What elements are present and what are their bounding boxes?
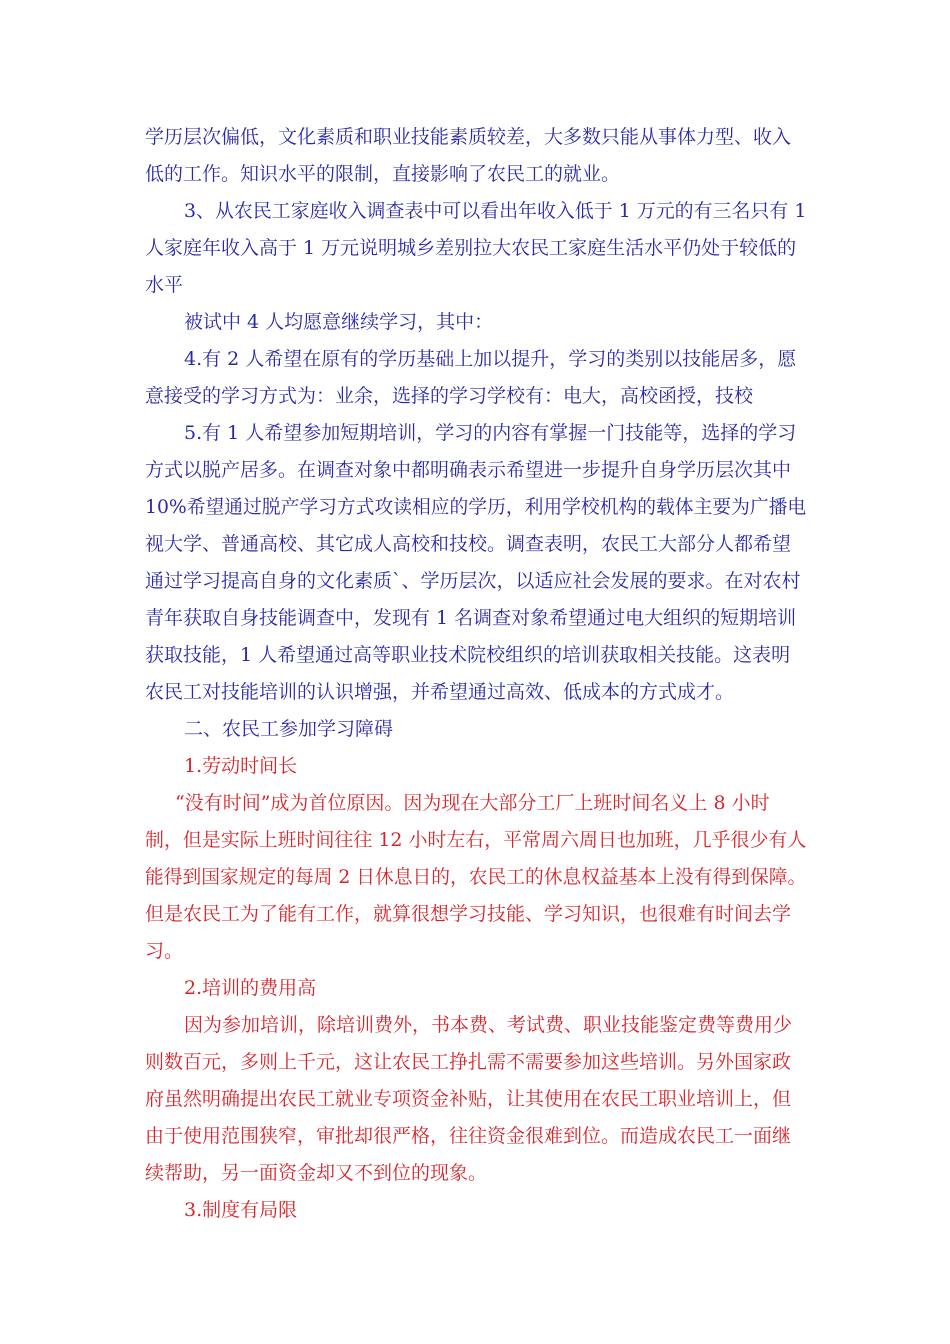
paragraph-line: 能得到国家规定的每周 2 日休息日的，农民工的休息权益基本上没有得到保障。 bbox=[145, 866, 807, 888]
paragraph-line: 视大学、普通高校、其它成人高校和技校。调查表明，农民工大部分人都希望 bbox=[145, 533, 792, 555]
paragraph-line: 人家庭年收入高于 1 万元说明城乡差别拉大农民工家庭生活水平仍处于较低的 bbox=[145, 237, 797, 259]
paragraph-line: 习。 bbox=[145, 940, 184, 962]
paragraph-line: 通过学习提高自身的文化素质`、学历层次，以适应社会发展的要求。在对农村 bbox=[145, 570, 801, 592]
paragraph-line: 续帮助，另一面资金却又不到位的现象。 bbox=[145, 1162, 488, 1184]
paragraph-line: 府虽然明确提出农民工就业专项资金补贴，让其使用在农民工职业培训上，但 bbox=[145, 1088, 792, 1110]
paragraph-line: 但是农民工为了能有工作，就算很想学习技能、学习知识，也很难有时间去学 bbox=[145, 903, 792, 925]
paragraph-line: 4.有 2 人希望在原有的学历基础上加以提升，学习的类别以技能居多，愿 bbox=[184, 348, 797, 370]
paragraph-line: 因为参加培训，除培训费外，书本费、考试费、职业技能鉴定费等费用少 bbox=[184, 1014, 793, 1036]
paragraph-line: 5.有 1 人希望参加短期培训，学习的内容有掌握一门技能等，选择的学习 bbox=[184, 422, 797, 444]
paragraph-line: 获取技能，1 人希望通过高等职业技术院校组织的培训获取相关技能。这表明 bbox=[145, 644, 791, 666]
paragraph-line: 青年获取自身技能调查中，发现有 1 名调查对象希望通过电大组织的短期培训 bbox=[145, 607, 797, 629]
paragraph-line: 制，但是实际上班时间往往 12 小时左右，平常周六周日也加班，几乎很少有人 bbox=[145, 829, 807, 851]
paragraph-line: 低的工作。知识水平的限制，直接影响了农民工的就业。 bbox=[145, 163, 621, 185]
paragraph-line: 10%希望通过脱产学习方式攻读相应的学历，利用学校机构的载体主要为广播电 bbox=[145, 496, 807, 518]
subsection-heading: 1.劳动时间长 bbox=[184, 755, 298, 777]
paragraph-line: 农民工对技能培训的认识增强，并希望通过高效、低成本的方式成才。 bbox=[145, 681, 735, 703]
paragraph-line: 水平 bbox=[145, 274, 184, 296]
subsection-heading: 3.制度有局限 bbox=[184, 1199, 298, 1221]
paragraph-line: 由于使用范围狭窄，审批却很严格，往往资金很难到位。而造成农民工一面继 bbox=[145, 1125, 792, 1147]
section-heading: 二、农民工参加学习障碍 bbox=[184, 718, 394, 740]
subsection-heading: 2.培训的费用高 bbox=[184, 977, 317, 999]
paragraph-line: 意接受的学习方式为：业余，选择的学习学校有：电大，高校函授，技校 bbox=[145, 385, 754, 407]
paragraph-line: 方式以脱产居多。在调查对象中都明确表示希望进一步提升自身学历层次其中 bbox=[145, 459, 792, 481]
paragraph-line: 3、从农民工家庭收入调查表中可以看出年收入低于 1 万元的有三名只有 1 bbox=[184, 200, 807, 222]
paragraph-line: 被试中 4 人均愿意继续学习，其中： bbox=[184, 311, 494, 333]
paragraph-line: “没有时间”成为首位原因。因为现在大部分工厂上班时间名义上 8 小时 bbox=[175, 792, 770, 814]
paragraph-line: 学历层次偏低，文化素质和职业技能素质较差，大多数只能从事体力型、收入 bbox=[145, 126, 792, 148]
paragraph-line: 则数百元，多则上千元，这让农民工挣扎需不需要参加这些培训。另外国家政 bbox=[145, 1051, 792, 1073]
